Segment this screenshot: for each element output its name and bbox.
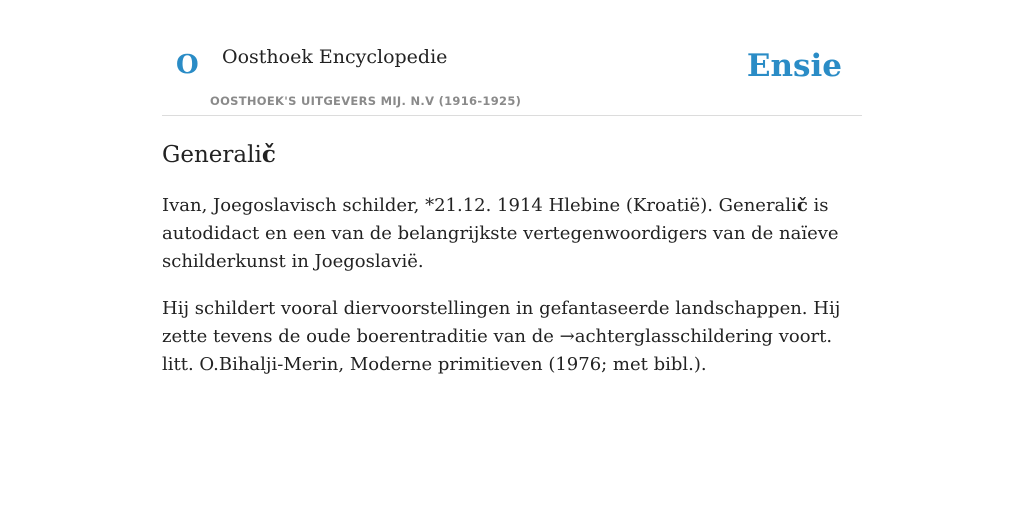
paragraph-1-text-after: is autodidact en een van de belangrijkste vertegenwoordigers van de naïeve schilderkunst in Joegoslavië. — [162, 195, 839, 272]
site-title-link[interactable]: Oosthoek Encyclopedie — [222, 46, 448, 68]
article-paragraph-2 — [162, 295, 862, 379]
paragraph-2-text-after: voort. litt. O.Bihalji-Merin, Moderne primitieven (1976; met bibl.). — [162, 326, 833, 375]
paragraph-1-text-before: Ivan, Joegoslavisch schilder, *21.12. 1914 Hlebine (Kroatië). Generali — [162, 195, 797, 216]
paragraph-2-text-before: Hij schildert vooral diervoorstellingen in gefantaseerde landschappen. Hij zette tevens de oude boerentraditie van de — [162, 298, 841, 347]
article-paragraph-1 — [162, 192, 862, 276]
header — [162, 0, 862, 116]
cross-reference-link[interactable]: →achterglasschildering — [559, 326, 773, 347]
article-title-prefix: Generali — [162, 142, 262, 168]
page — [162, 0, 862, 379]
article-title-suffix: č — [261, 141, 276, 168]
ensie-brand-link[interactable]: Ensie — [746, 48, 842, 84]
paragraph-1-bold-letter: č — [796, 195, 808, 216]
publisher-subtitle: OOSTHOEK'S UITGEVERS MIJ. N.V (1916-1925) — [210, 94, 522, 108]
article-title — [162, 140, 862, 170]
site-logo-icon[interactable]: O — [176, 50, 199, 80]
